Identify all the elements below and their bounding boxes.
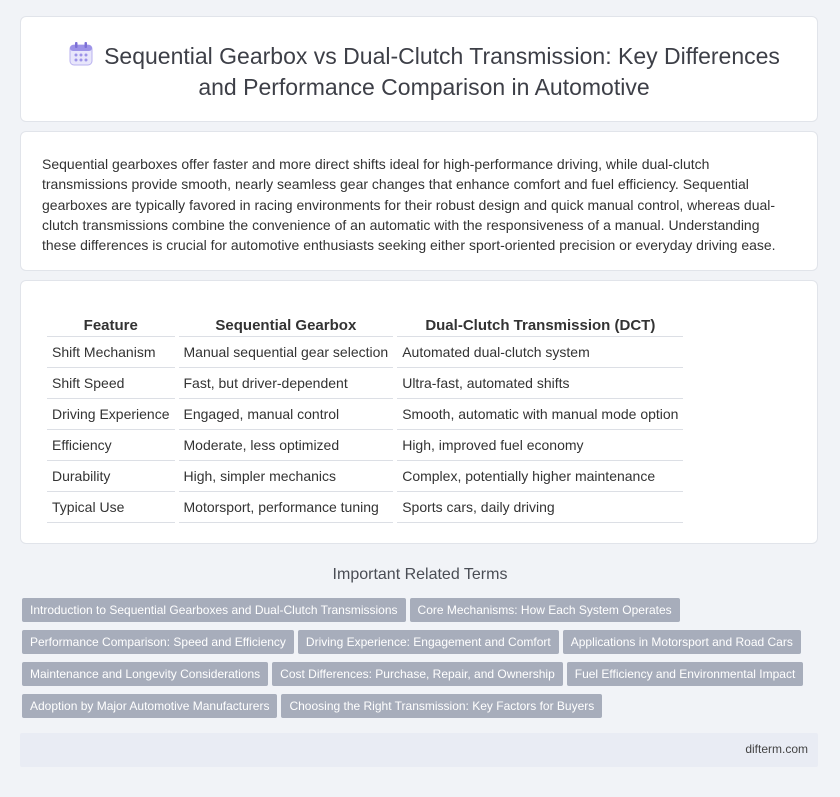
- table-cell: Manual sequential gear selection: [179, 337, 394, 368]
- related-term-link[interactable]: Adoption by Major Automotive Manufacturers: [22, 694, 277, 718]
- table-cell: Engaged, manual control: [179, 399, 394, 430]
- table-cell: Durability: [47, 461, 175, 492]
- table-row: [47, 337, 683, 368]
- header-sequential: Sequential Gearbox: [179, 311, 394, 337]
- table-row: [47, 430, 683, 461]
- table-row: [47, 399, 683, 430]
- table-cell: Motorsport, performance tuning: [179, 492, 394, 523]
- table-header-row: [47, 311, 683, 337]
- related-term-link[interactable]: Cost Differences: Purchase, Repair, and Ownership: [272, 662, 563, 686]
- related-term-link[interactable]: Performance Comparison: Speed and Efficiency: [22, 630, 294, 654]
- title-card: [20, 16, 818, 122]
- page-title: [68, 43, 780, 100]
- calendar-icon: [68, 41, 94, 67]
- related-term-link[interactable]: Maintenance and Longevity Considerations: [22, 662, 268, 686]
- comparison-card: [20, 280, 818, 544]
- table-cell: Shift Speed: [47, 368, 175, 399]
- header-feature: Feature: [47, 311, 175, 337]
- table-cell: High, improved fuel economy: [397, 430, 683, 461]
- related-terms-list: [22, 598, 822, 726]
- table-cell: Fast, but driver-dependent: [179, 368, 394, 399]
- table-cell: Moderate, less optimized: [179, 430, 394, 461]
- table-row: [47, 492, 683, 523]
- related-term-link[interactable]: Choosing the Right Transmission: Key Factors for Buyers: [281, 694, 602, 718]
- table-cell: Sports cars, daily driving: [397, 492, 683, 523]
- intro-card: [20, 131, 818, 271]
- title-wrap: [51, 41, 797, 103]
- table-cell: Smooth, automatic with manual mode option: [397, 399, 683, 430]
- table-cell: Ultra-fast, automated shifts: [397, 368, 683, 399]
- related-term-link[interactable]: Applications in Motorsport and Road Cars: [563, 630, 801, 654]
- header-dct: Dual-Clutch Transmission (DCT): [397, 311, 683, 337]
- table-cell: Shift Mechanism: [47, 337, 175, 368]
- comparison-table: [43, 311, 687, 523]
- related-term-link[interactable]: Core Mechanisms: How Each System Operates: [410, 598, 680, 622]
- page-title-text: Sequential Gearbox vs Dual-Clutch Transmission: Key Differences and Performance Comparison in Automotive: [104, 43, 780, 100]
- footer: [20, 733, 818, 767]
- table-cell: Typical Use: [47, 492, 175, 523]
- table-cell: Driving Experience: [47, 399, 175, 430]
- table-cell: Complex, potentially higher maintenance: [397, 461, 683, 492]
- table-row: [47, 461, 683, 492]
- related-terms-title: Important Related Terms: [332, 566, 508, 583]
- related-term-link[interactable]: Driving Experience: Engagement and Comfort: [298, 630, 559, 654]
- related-term-link[interactable]: Fuel Efficiency and Environmental Impact: [567, 662, 804, 686]
- table-cell: High, simpler mechanics: [179, 461, 394, 492]
- intro-paragraph: Sequential gearboxes offer faster and more direct shifts ideal for high-performance driving, while dual-clutch transmissions provide smooth, nearly seamless gear changes that enhance comfort and fuel efficiency. Sequential gearboxes are typically favored in racing environments for their robust design and quick manual control, whereas dual-clutch transmissions combine the convenience of an automatic with the responsiveness of a manual. Understanding these differences is crucial for automotive enthusiasts seeking either sport-oriented precision or everyday driving ease.: [42, 156, 776, 254]
- footer-site-link[interactable]: difterm.com: [745, 742, 808, 756]
- related-term-link[interactable]: Introduction to Sequential Gearboxes and Dual-Clutch Transmissions: [22, 598, 406, 622]
- table-cell: Automated dual-clutch system: [397, 337, 683, 368]
- table-row: [47, 368, 683, 399]
- table-cell: Efficiency: [47, 430, 175, 461]
